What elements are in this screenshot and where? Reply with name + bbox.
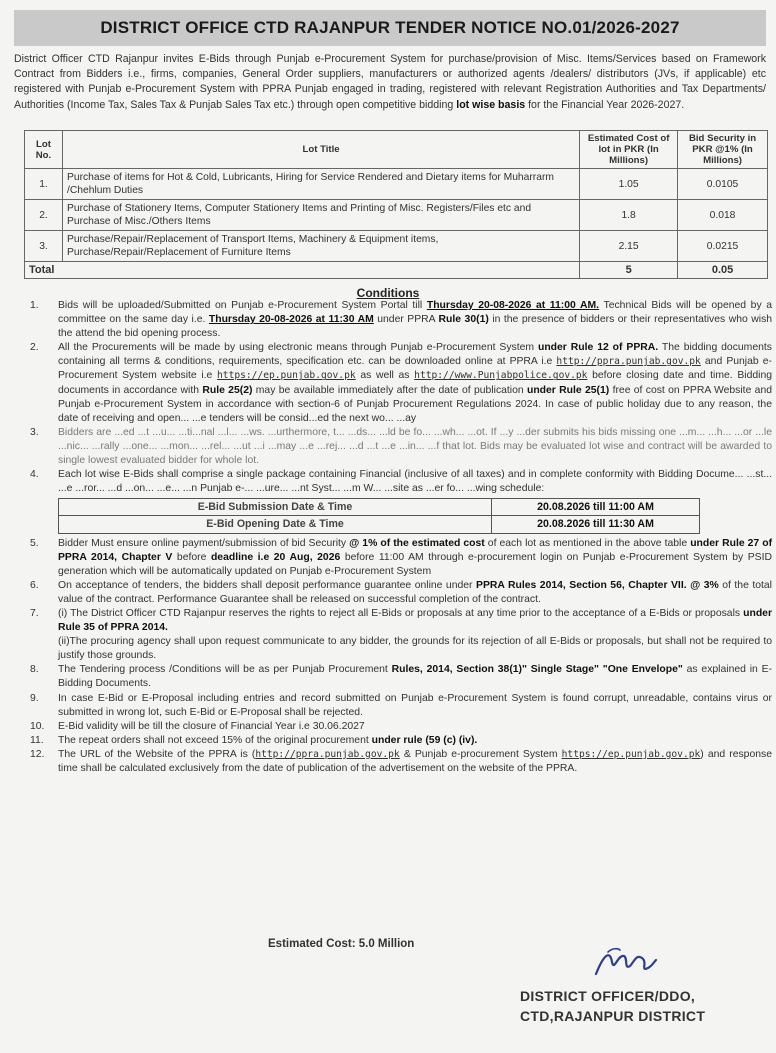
rule-reference: Rule 25(2) — [202, 384, 253, 396]
rule-reference: under rule (59 (c) (iv). — [371, 734, 478, 746]
eproc-link[interactable]: https://ep.punjab.gov.pk — [561, 748, 701, 760]
officer-designation — [520, 986, 760, 1026]
condition-text: Technical Bids will be opened by a committee on the same day i.e. — [58, 300, 773, 326]
condition-6 — [30, 579, 772, 607]
lot-security: 0.0215 — [678, 231, 768, 262]
condition-text: The Tendering process /Conditions will be as per Punjab Procurement — [58, 664, 388, 676]
condition-5 — [30, 537, 772, 579]
opening-time: Thursday 20-08-2026 at 11:30 AM — [208, 314, 374, 326]
condition-number: 11. — [30, 734, 44, 746]
table-row — [25, 231, 768, 262]
condition-text: The repeat orders shall not exceed 15% of the original procurement — [58, 734, 369, 746]
header-estimated-cost: Estimated Cost of lot in PKR (In Millions) — [580, 131, 678, 169]
total-security: 0.05 — [678, 262, 768, 279]
condition-text: E-Bid validity will be till the closure of Financial Year i.e 30.06.2027 — [58, 720, 365, 732]
condition-number: 5. — [30, 537, 39, 549]
lot-cost: 1.05 — [580, 169, 678, 200]
signature-icon — [590, 944, 660, 980]
condition-11 — [30, 734, 772, 748]
rule-reference: under Rule 12 of PPRA. — [537, 342, 659, 354]
condition-text: before — [176, 551, 207, 563]
condition-text: before closing date and time. Bidding documents in accordance with — [58, 370, 773, 396]
condition-8 — [30, 663, 772, 691]
condition-2 — [30, 341, 772, 426]
submission-deadline: Thursday 20-08-2026 at 11:00 AM. — [426, 300, 600, 311]
lot-cost: 2.15 — [580, 231, 678, 262]
condition-text: Bidder Must ensure online payment/submission of bid Security — [58, 537, 347, 549]
lot-cost: 1.8 — [580, 200, 678, 231]
condition-number: 8. — [30, 664, 39, 676]
notice-title: DISTRICT OFFICE CTD RAJANPUR TENDER NOTICE NO.01/2026-2027 — [14, 10, 766, 46]
condition-7 — [30, 607, 772, 663]
condition-3 — [30, 426, 772, 468]
condition-text: Each lot wise E-Bids shall comprise a single package containing Financial (inclusive of all taxes) and in complete conformity with Bidding Docume... ...st... ...e ...ror... ...d ...on... ...e... ...n Punjab e-... ...ure... ...nt Syst... ...m W... ...site as ...er fo... ...wing schedule: — [58, 469, 772, 495]
intro-bold: lot wise basis — [456, 98, 526, 111]
rule-reference: under Rule 25(1) — [526, 384, 610, 396]
conditions-heading: Conditions — [356, 286, 420, 300]
lot-number: 2. — [25, 200, 63, 231]
condition-text: The URL of the Website of the PPRA is ( — [58, 748, 256, 760]
condition-text: as explained in E-Bidding Documents. — [58, 664, 772, 690]
header-bid-security: Bid Security in PKR @1% (In Millions) — [678, 131, 768, 169]
intro-text: District Officer CTD Rajanpur invites E-Bids through Punjab e-Procurement System for purchase/provision of Misc. Items/Services based on Framework Contract from Bidders i.e., firms, companies, General Order suppliers, manufacturers or authorized agents /dealers/ distributors (JVs, if applicable) etc registered with Punjab e-Procurement System with PPRA Punjab engaged in trading, registered with relevant Registration Authorities and Tax Departments/ Authorities (Income Tax, Sales Tax & Punjab Sales Tax etc.) through open competitive bidding — [14, 53, 766, 111]
total-row — [25, 262, 768, 279]
rule-reference: under Rule 35 of PPRA 2014. — [58, 607, 773, 634]
condition-number: 4. — [30, 469, 39, 481]
condition-text: On acceptance of tenders, the bidders shall deposit performance guarantee online under — [58, 579, 473, 591]
condition-text: (ii)The procuring agency shall upon request communicate to any bidder, the grounds for its rejection of all E-Bids or proposals, but shall not be required to justify those grounds. — [58, 636, 772, 662]
police-link[interactable]: http://www.Punjabpolice.gov.pk — [414, 370, 588, 382]
condition-number: 3. — [30, 426, 39, 438]
header-lot-title: Lot Title — [62, 131, 579, 169]
ppra-link[interactable]: http://ppra.punjab.gov.pk — [255, 748, 400, 760]
officer-line-1: DISTRICT OFFICER/DDO, — [520, 988, 696, 1004]
lots-table — [24, 130, 768, 279]
condition-number: 12. — [30, 748, 45, 760]
condition-text: of the total value of the contract. Performance Guarantee shall be released on successful completion of the contract. — [58, 579, 772, 605]
condition-number: 2. — [30, 342, 39, 354]
intro-paragraph — [14, 52, 766, 113]
condition-text: may be available immediately after the date of publication — [255, 384, 524, 396]
condition-12 — [30, 748, 772, 776]
condition-number: 1. — [30, 300, 39, 311]
table-row — [59, 516, 700, 533]
condition-number: 10. — [30, 720, 45, 732]
bid-security-rate: @ 1% of the estimated cost — [349, 537, 485, 549]
condition-text: Bids will be uploaded/Submitted on Punjab e-Procurement System Portal till — [58, 300, 423, 311]
condition-text: ) and response time shall be calculated exclusively from the date of publication of the advertisement on the website of the PPRA. — [58, 748, 772, 774]
table-row — [25, 169, 768, 200]
condition-number: 6. — [30, 579, 39, 591]
condition-9 — [30, 692, 772, 720]
condition-text: and Punjab e-Procurement System website i.e — [58, 356, 772, 382]
deadline: deadline i.e 20 Aug, 2026 — [210, 551, 341, 563]
condition-text: In case E-Bid or E-Proposal including entries and record submitted on Punjab e-Procurement System is found corrupt, unreadable, contains virus or submitted in wrong lot, such E-Bid or E-Proposal shall be rejected. — [58, 692, 772, 718]
rule-reference: under Rule 27 of PPRA 2014, Chapter V — [58, 537, 773, 563]
schedule-value: 20.08.2026 till 11:30 AM — [492, 516, 700, 533]
condition-text: The bidding documents containing all terms & conditions, requirements, specification etc. can be downloaded online at PPRA i.e — [58, 342, 772, 368]
lots-table-header — [25, 131, 768, 169]
condition-text: of each lot as mentioned in the above table — [487, 537, 688, 549]
schedule-label: E-Bid Opening Date & Time — [59, 516, 492, 533]
conditions-list — [30, 299, 772, 776]
condition-10 — [30, 720, 772, 734]
rule-reference: Rules, 2014, Section 38(1)" Single Stage" "One Envelope" — [391, 664, 683, 676]
condition-number: 7. — [30, 607, 39, 619]
condition-number: 9. — [30, 692, 39, 704]
rule-reference: PPRA Rules 2014, Section 56, Chapter VII. @ 3% — [476, 579, 719, 591]
condition-4 — [30, 468, 772, 496]
table-row — [25, 200, 768, 231]
condition-text: Bidders are ...ed ...t ...u... ...ti...nal ...l... ...ws. ...urthermore, t... ...ds... ...ld be fo... ...wh... ...ot. If ...y ...der submits his bids missing one ...m... ...h... ...or ...le ...nic... ...rally ...one... ...mon... ...rel... ...ut ...i ...may ...e ...rej... ...d ...t ...e ...in... ...f that lot. Bids may be evaluated lot wise and contract will be awarded to single lowest evaluated bidder for whole lot. — [58, 426, 772, 467]
header-lot-no: Lot No. — [25, 131, 63, 169]
condition-text: (i) The District Officer CTD Rajanpur reserves the rights to reject all E-Bids or proposals at any time prior to the acceptance of a E-Bids or proposals — [58, 607, 741, 619]
lot-title: Purchase/Repair/Replacement of Transport Items, Machinery & Equipment items, Purchase/Repair/Replacement of Furniture Items — [62, 231, 579, 262]
condition-1 — [30, 299, 772, 341]
condition-text: under PPRA — [377, 314, 436, 326]
condition-text: before 11:00 AM through e-procurement login on Punjab e-Procurement System by PSID generation which will be automatically updated on Punjab e-Procurement System — [58, 551, 772, 577]
lot-number: 1. — [25, 169, 63, 200]
lot-title: Purchase of items for Hot & Cold, Lubricants, Hiring for Service Rendered and Dietary items for Muharrarm /Chehlum Duties — [62, 169, 579, 200]
intro-tail: for the Financial Year 2026-2027. — [528, 98, 685, 111]
ppra-link[interactable]: http://ppra.punjab.gov.pk — [556, 356, 701, 368]
condition-text: as well as — [360, 370, 410, 382]
total-label: Total — [25, 262, 580, 279]
eproc-link[interactable]: https://ep.punjab.gov.pk — [217, 370, 356, 382]
table-row — [59, 499, 700, 516]
bid-schedule-table — [58, 498, 700, 533]
lot-security: 0.018 — [678, 200, 768, 231]
officer-line-2: CTD,RAJANPUR DISTRICT — [520, 1008, 706, 1024]
lot-title: Purchase of Stationery Items, Computer Stationery Items and Printing of Misc. Registers/Files etc and Purchase of Misc./Others Items — [62, 200, 579, 231]
rule-reference: Rule 30(1) — [438, 314, 489, 326]
condition-text: All the Procurements will be made by using electronic means through Punjab e-Procurement System — [58, 342, 535, 354]
total-cost: 5 — [580, 262, 678, 279]
schedule-value: 20.08.2026 till 11:00 AM — [492, 499, 700, 516]
schedule-label: E-Bid Submission Date & Time — [59, 499, 492, 516]
estimated-cost: Estimated Cost: 5.0 Million — [268, 938, 415, 950]
lot-security: 0.0105 — [678, 169, 768, 200]
lot-number: 3. — [25, 231, 63, 262]
condition-text: free of cost on PPRA Website and Punjab e-Procurement System in accordance with section-6 of Punjab Procurement Regulations 2024. In case of public holiday due to any reason, the date of receiving and open... ...e tenders will be consid...ed the next wo... ...ay — [58, 384, 772, 424]
condition-text: & Punjab e-procurement System — [403, 748, 558, 760]
condition-text: in the presence of bidders or their representatives who wish the attend the bid opening process. — [58, 314, 773, 340]
